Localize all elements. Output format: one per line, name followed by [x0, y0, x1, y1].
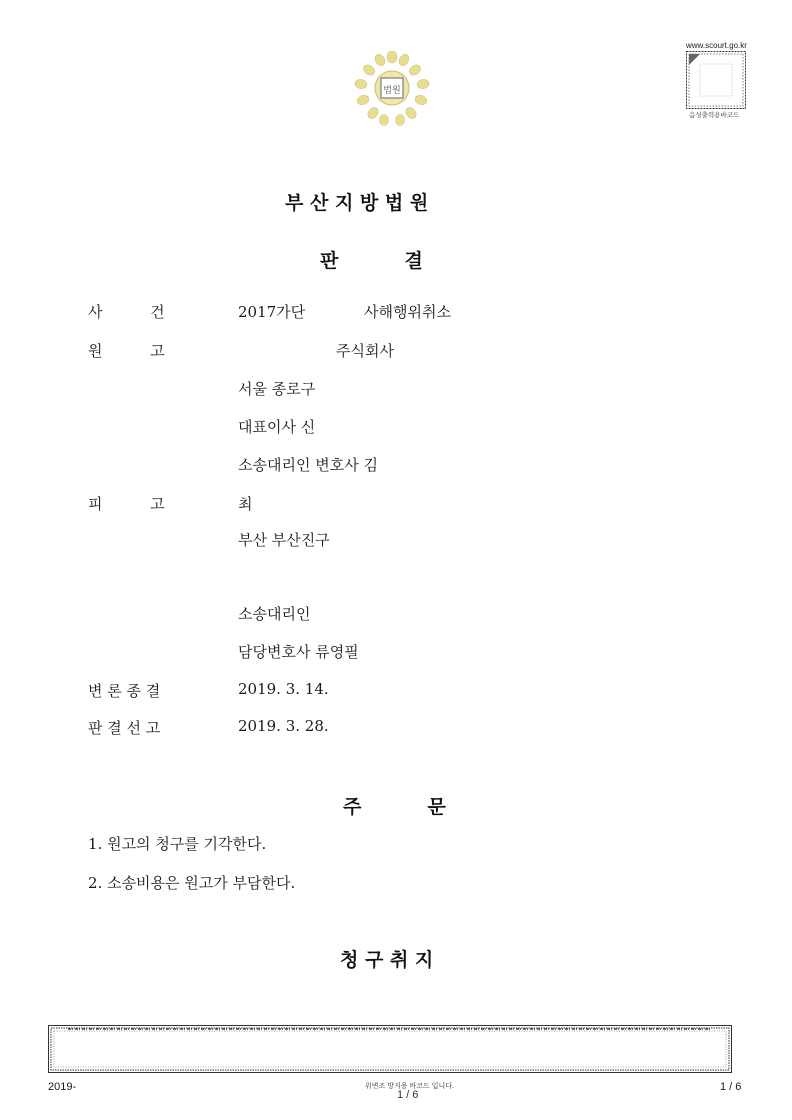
- order-item: 2. 소송비용은 원고가 부담한다.: [88, 874, 296, 892]
- case-name: 사해행위취소: [364, 303, 451, 321]
- plaintiff-representative: 대표이사 신: [238, 418, 316, 436]
- case-label: 사 건: [88, 303, 165, 321]
- plaintiff-label: 원 고: [88, 342, 165, 360]
- argument-closed-label: 변 론 종 결: [88, 682, 161, 700]
- defendant-address: 부산 부산진구: [238, 531, 330, 549]
- footer-page-center: 1 / 6: [397, 1089, 419, 1101]
- document-title: 판 결: [320, 250, 423, 272]
- footer-barcode-note: 위변조 방지용 바코드 입니다.: [365, 1083, 454, 1090]
- judgment-date-label: 판 결 선 고: [88, 719, 161, 737]
- defendant-name: 최: [238, 495, 253, 513]
- court-emblem-icon: [353, 50, 431, 126]
- argument-closed-date: 2019. 3. 14.: [238, 680, 329, 698]
- defendant-counsel-lawyer: 담당변호사 류영필: [238, 643, 359, 661]
- footer-page-number: 1 / 6: [720, 1081, 742, 1093]
- scourt-url: www.scourt.go.kr: [686, 41, 747, 50]
- plaintiff-name: 주식회사: [336, 342, 394, 360]
- defendant-label: 피 고: [88, 495, 165, 513]
- emblem-seal-text: 법원: [383, 86, 401, 96]
- order-item: 1. 원고의 청구를 기각한다.: [88, 835, 267, 853]
- footer-case-prefix: 2019-: [48, 1081, 77, 1093]
- claim-heading: 청 구 취 지: [340, 949, 434, 971]
- plaintiff-address: 서울 종로구: [238, 380, 316, 398]
- anti-forgery-barcode-icon: [48, 1025, 732, 1073]
- qr-caption: 음성출력용바코드: [689, 112, 740, 119]
- case-number: 2017가단: [238, 303, 306, 321]
- qr-code-icon: [686, 51, 746, 109]
- defendant-counsel: 소송대리인: [238, 605, 311, 623]
- judgment-date: 2019. 3. 28.: [238, 717, 329, 735]
- court-name: 부 산 지 방 법 원: [285, 192, 429, 214]
- plaintiff-counsel: 소송대리인 변호사 김: [238, 456, 378, 474]
- order-heading: 주 문: [343, 796, 446, 818]
